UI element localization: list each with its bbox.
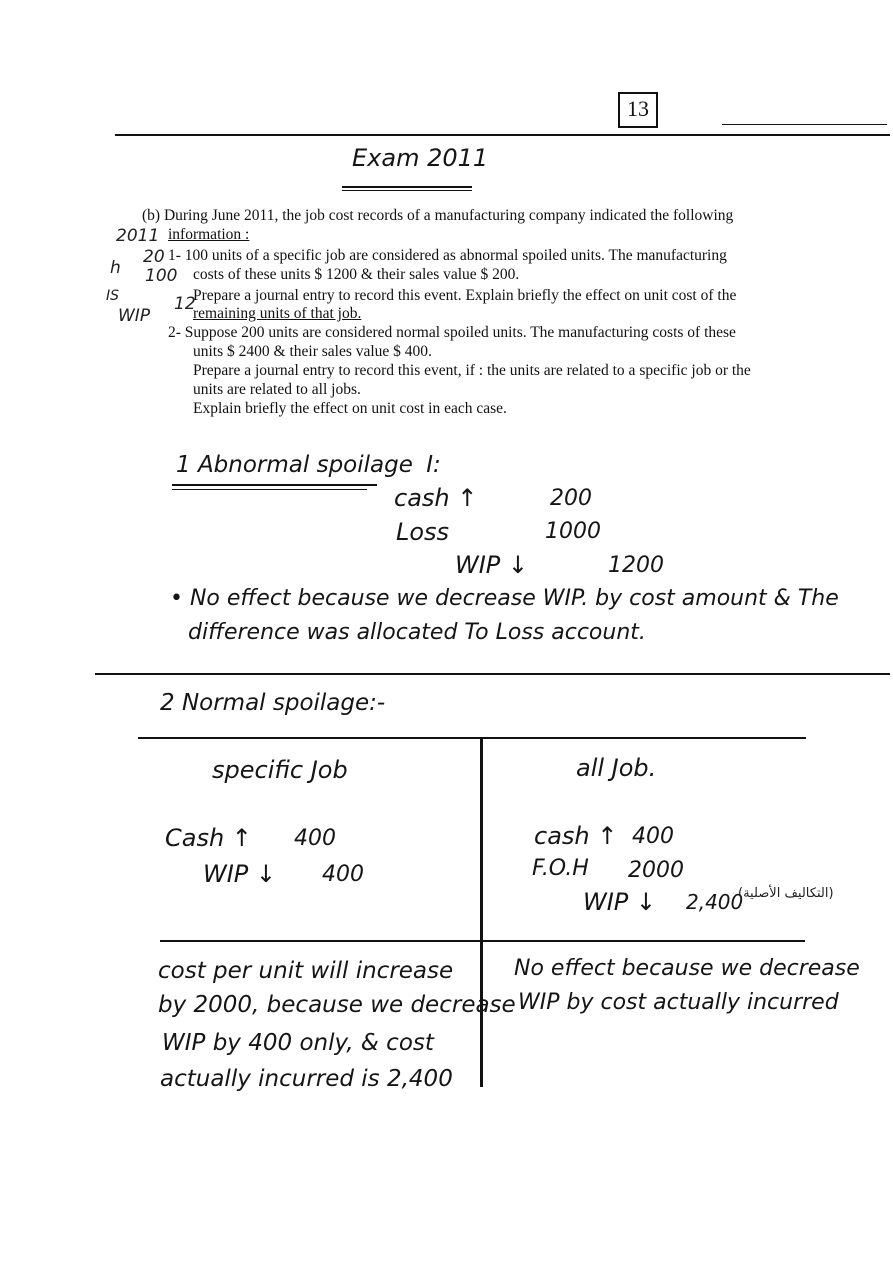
all-wip-label: WIP ↓ (583, 888, 657, 916)
item2-line5: Explain briefly the effect on unit cost in each case. (193, 400, 507, 417)
specific-effect-2: by 2000, because we decrease (158, 992, 516, 1018)
margin-note-12: 12 (174, 294, 196, 314)
all-wip-value: 2,400 (686, 890, 744, 914)
abnormal-underline (172, 484, 377, 486)
specific-wip-value: 400 (322, 862, 364, 887)
section-separator (95, 673, 890, 675)
abnormal-loss-value: 1000 (545, 519, 601, 544)
abnormal-wip-value: 1200 (608, 553, 664, 578)
margin-note-20: 20 (143, 247, 165, 267)
item1-line3: Prepare a journal entry to record this event. Explain briefly the effect on unit cost of the (193, 287, 737, 304)
page-number: 13 (627, 96, 649, 121)
table-center-rule (480, 737, 483, 1087)
abnormal-explanation-2: difference was allocated To Loss account. (188, 620, 646, 645)
exam-title: Exam 2011 (352, 144, 489, 172)
all-cash-label: cash ↑ (534, 822, 618, 850)
all-arabic-note: (التكاليف الأصلية) (738, 886, 834, 901)
specific-cash-label: Cash ↑ (165, 824, 252, 852)
specific-effect-1: cost per unit will increase (158, 958, 454, 984)
margin-note-h: h (110, 258, 121, 278)
margin-note-2011: 2011 (116, 226, 160, 246)
abnormal-heading-mark: I: (426, 452, 441, 478)
title-underline-2 (342, 190, 472, 191)
all-effect-1: No effect because we decrease (514, 956, 860, 981)
item2-line2: units $ 2400 & their sales value $ 400. (193, 343, 432, 360)
all-foh-label: F.O.H (532, 856, 589, 881)
all-cash-value: 400 (632, 824, 674, 849)
specific-job-title: specific Job (212, 756, 348, 784)
normal-heading: 2 Normal spoilage:- (160, 690, 386, 716)
all-job-title: all Job. (576, 754, 657, 782)
abnormal-heading (176, 452, 441, 478)
page-number-box (618, 92, 658, 128)
item2-line1: 2- Suppose 200 units are considered normal spoiled units. The manufacturing costs of these (168, 324, 736, 341)
question-intro: (b) During June 2011, the job cost records of a manufacturing company indicated the following (142, 207, 734, 224)
question-intro-cont: information : (168, 226, 250, 243)
abnormal-loss-label: Loss (396, 518, 450, 546)
specific-effect-4: actually incurred is 2,400 (160, 1066, 453, 1092)
item2-line3: Prepare a journal entry to record this event, if : the units are related to a specific job or the (193, 362, 751, 379)
margin-note-is: IS (106, 288, 120, 304)
specific-effect-3: WIP by 400 only, & cost (162, 1030, 434, 1056)
specific-wip-label: WIP ↓ (203, 860, 277, 888)
top-rule-right (722, 124, 887, 125)
margin-note-100: 100 (145, 266, 178, 286)
all-foh-value: 2000 (628, 858, 684, 883)
specific-cash-value: 400 (294, 826, 336, 851)
abnormal-wip-label: WIP ↓ (455, 551, 529, 579)
table-middle-rule (160, 940, 805, 942)
abnormal-explanation-1: • No effect because we decrease WIP. by cost amount & The (170, 586, 839, 611)
top-rule (115, 134, 890, 136)
title-underline (342, 186, 472, 188)
abnormal-heading-text: 1 Abnormal spoilage (176, 452, 413, 478)
item1-line1: 1- 100 units of a specific job are considered as abnormal spoiled units. The manufacturing (168, 247, 727, 264)
margin-note-wip: WIP (118, 306, 151, 326)
item1-line2: costs of these units $ 1200 & their sales value $ 200. (193, 266, 520, 283)
table-top-rule (138, 737, 806, 739)
item1-line4: remaining units of that job. (193, 305, 362, 322)
abnormal-cash-value: 200 (550, 486, 592, 511)
item2-line4: units are related to all jobs. (193, 381, 361, 398)
abnormal-cash-label: cash ↑ (394, 484, 478, 512)
abnormal-underline-2 (172, 489, 367, 490)
all-effect-2: WIP by cost actually incurred (518, 990, 839, 1015)
